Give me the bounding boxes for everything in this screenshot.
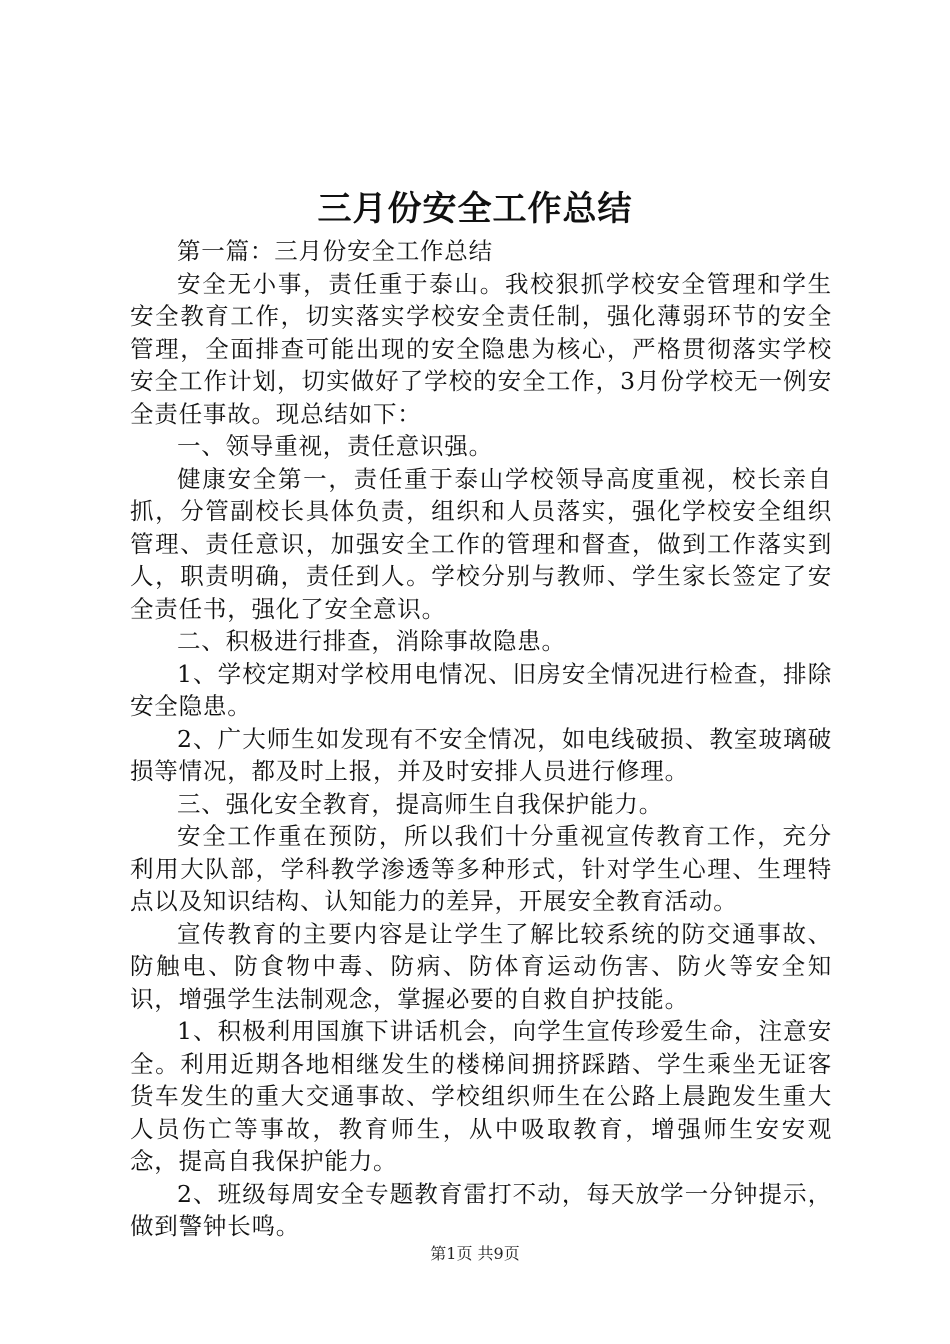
- section-heading: 第一篇：三月份安全工作总结: [177, 237, 493, 265]
- list-item: 1、学校定期对学校用电情况、旧房安全情况进行检查，排除安全隐患。: [130, 659, 832, 720]
- paragraph: 安全工作重在预防，所以我们十分重视宣传教育工作，充分利用大队部，学科教学渗透等多种形式，针对学生心理、生理特点以及知识结构、认知能力的差异，开展安全教育活动。: [130, 822, 832, 915]
- paragraph: 宣传教育的主要内容是让学生了解比较系统的防交通事故、防触电、防食物中毒、防病、防体育运动伤害、防火等安全知识，增强学生法制观念，掌握必要的自救自护技能。: [130, 919, 832, 1013]
- paragraph: 安全无小事，责任重于泰山。我校狠抓学校安全管理和学生安全教育工作，切实落实学校安全责任制，强化薄弱环节的安全管理，全面排查可能出现的安全隐患为核心，严格贯彻落实学校安全工作计划，切实做好了学校的安全工作，3月份学校无一例安全责任事故。现总结如下：: [130, 269, 832, 428]
- list-item: 2、广大师生如发现有不安全情况，如电线破损、教室玻璃破损等情况，都及时上报，并及时安排人员进行修理。: [130, 724, 832, 785]
- document-body: [130, 235, 832, 1243]
- section-heading: 一、领导重视，责任意识强。: [177, 432, 493, 460]
- list-item: 2、班级每周安全专题教育雷打不动，每天放学一分钟提示，做到警钟长鸣。: [130, 1179, 832, 1240]
- page-number: 第1页 共9页: [430, 1244, 520, 1263]
- list-item: 1、积极利用国旗下讲话机会，向学生宣传珍爱生命，注意安全。利用近期各地相继发生的楼梯间拥挤踩踏、学生乘坐无证客货车发生的重大交通事故、学校组织师生在公路上晨跑发生重大人员伤亡等事故，教育师生，从中吸取教育，增强师生安安观念，提高自我保护能力。: [130, 1017, 832, 1175]
- section-heading: 二、积极进行排查，消除事故隐患。: [177, 627, 566, 655]
- document-title: 三月份安全工作总结: [317, 189, 633, 229]
- section-heading: 三、强化安全教育，提高师生自我保护能力。: [177, 789, 663, 818]
- paragraph: 健康安全第一，责任重于泰山学校领导高度重视，校长亲自抓，分管副校长具体负责，组织和人员落实，强化学校安全组织管理、责任意识，加强安全工作的管理和督查，做到工作落实到人，职责明确，责任到人。学校分别与教师、学生家长签定了安全责任书，强化了安全意识。: [130, 464, 832, 623]
